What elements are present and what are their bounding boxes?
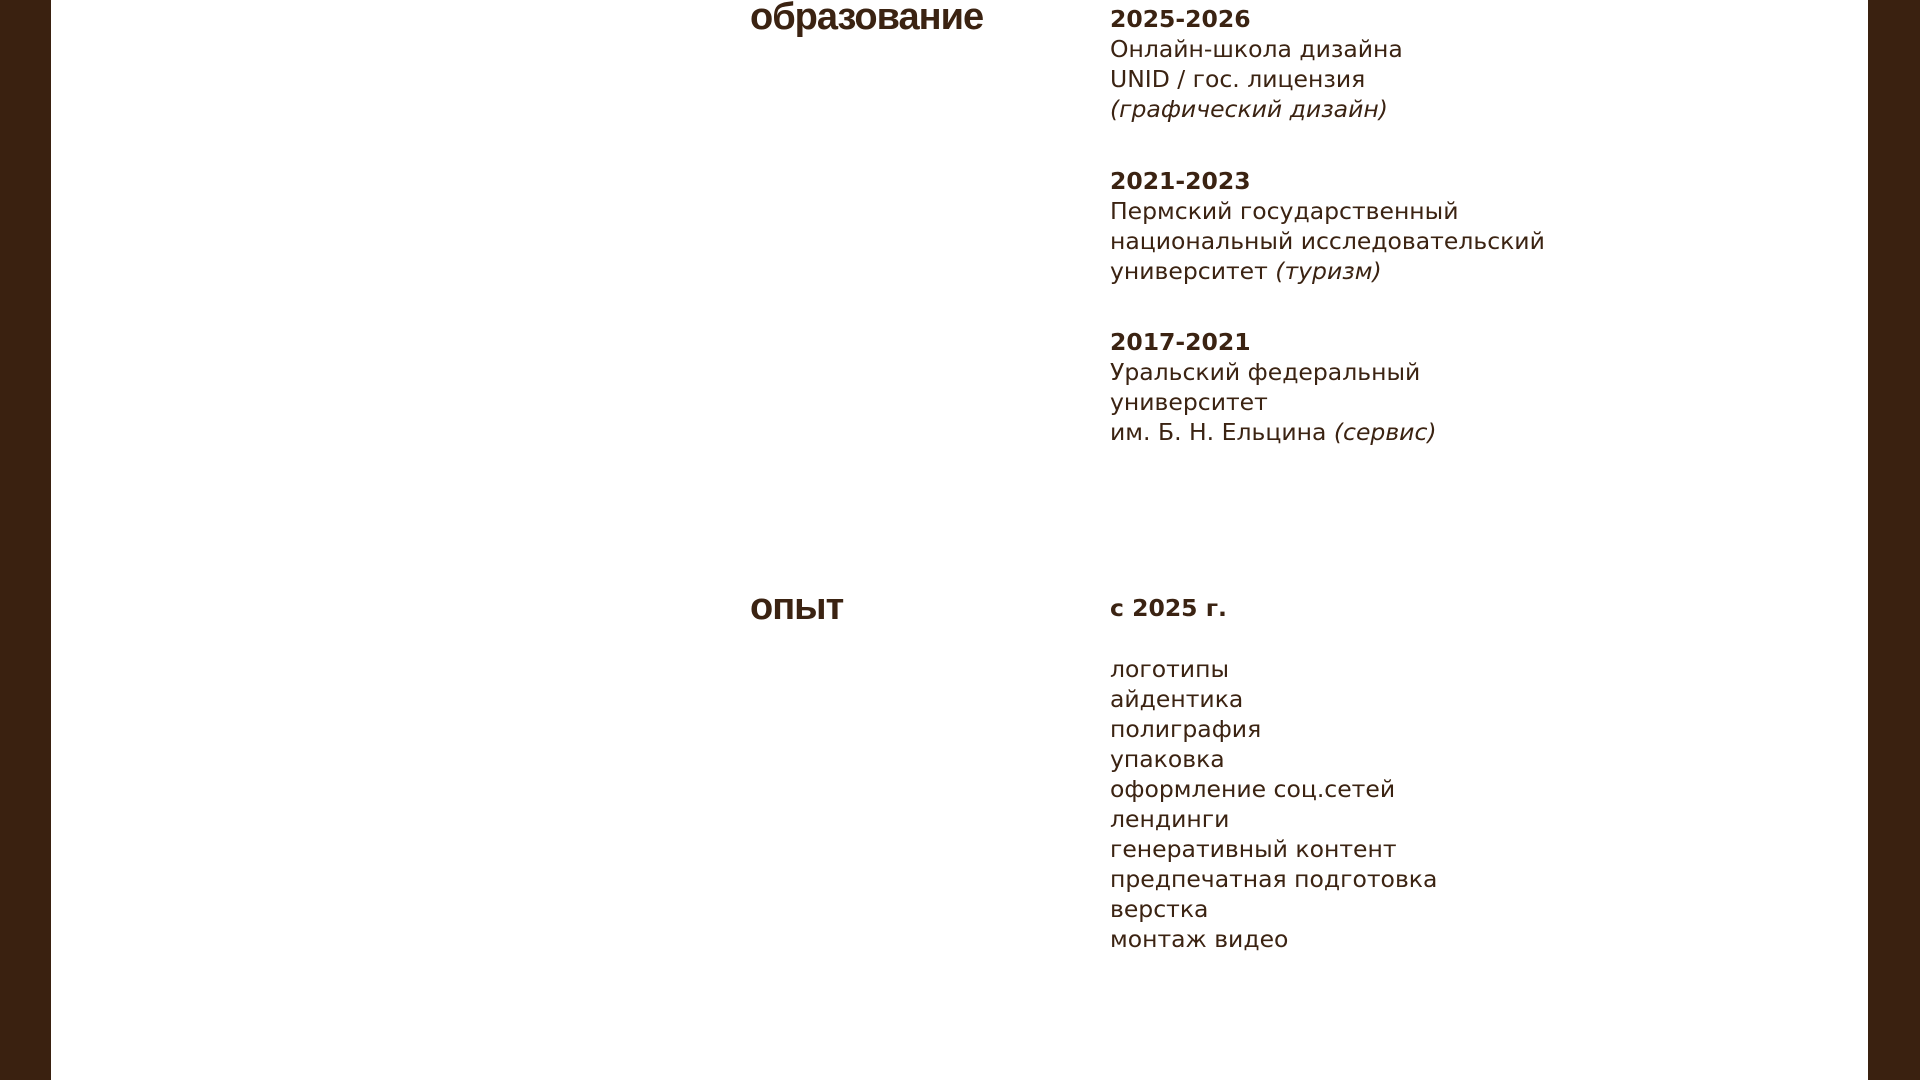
skill-item: монтаж видео [1110,925,1289,953]
education-entry-line: университет [1110,257,1268,285]
experience-heading: опыт [750,586,844,628]
education-entry-line: UNID / гос. лицензия [1110,65,1366,93]
education-entry-line: национальный исследовательский [1110,227,1545,255]
education-entry-line: Онлайн-школа дизайна [1110,35,1403,63]
education-entry-note: (сервис) [1333,418,1437,446]
education-entry-1 [1110,4,1403,124]
skills-list [1110,654,1437,954]
skill-item: полиграфия [1110,715,1262,743]
skill-item: оформление соц.сетей [1110,775,1396,803]
skill-item: упаковка [1110,745,1225,773]
education-entry-years: 2017-2021 [1110,328,1251,356]
skill-item: лендинги [1110,805,1230,833]
experience-since-label: с 2025 г. [1110,594,1227,622]
skill-item: логотипы [1110,655,1230,683]
education-entry-line: Уральский федеральный [1110,358,1421,386]
skill-item: предпечатная подготовка [1110,865,1438,893]
skill-item: верстка [1110,895,1209,923]
skill-item: генеративный контент [1110,835,1397,863]
education-entry-line: им. Б. Н. Ельцина [1110,418,1327,446]
education-entry-2 [1110,166,1545,286]
resume-page [51,0,1868,1080]
education-heading: образование [750,0,984,38]
experience-since [1110,593,1227,623]
education-entry-years: 2021-2023 [1110,167,1251,195]
education-entry-note: (туризм) [1275,257,1382,285]
education-entry-line: университет [1110,388,1268,416]
education-entry-line: Пермский государственный [1110,197,1459,225]
education-entry-note: (графический дизайн) [1110,95,1388,123]
education-entry-years: 2025-2026 [1110,5,1251,33]
education-entry-3 [1110,327,1437,447]
skill-item: айдентика [1110,685,1244,713]
